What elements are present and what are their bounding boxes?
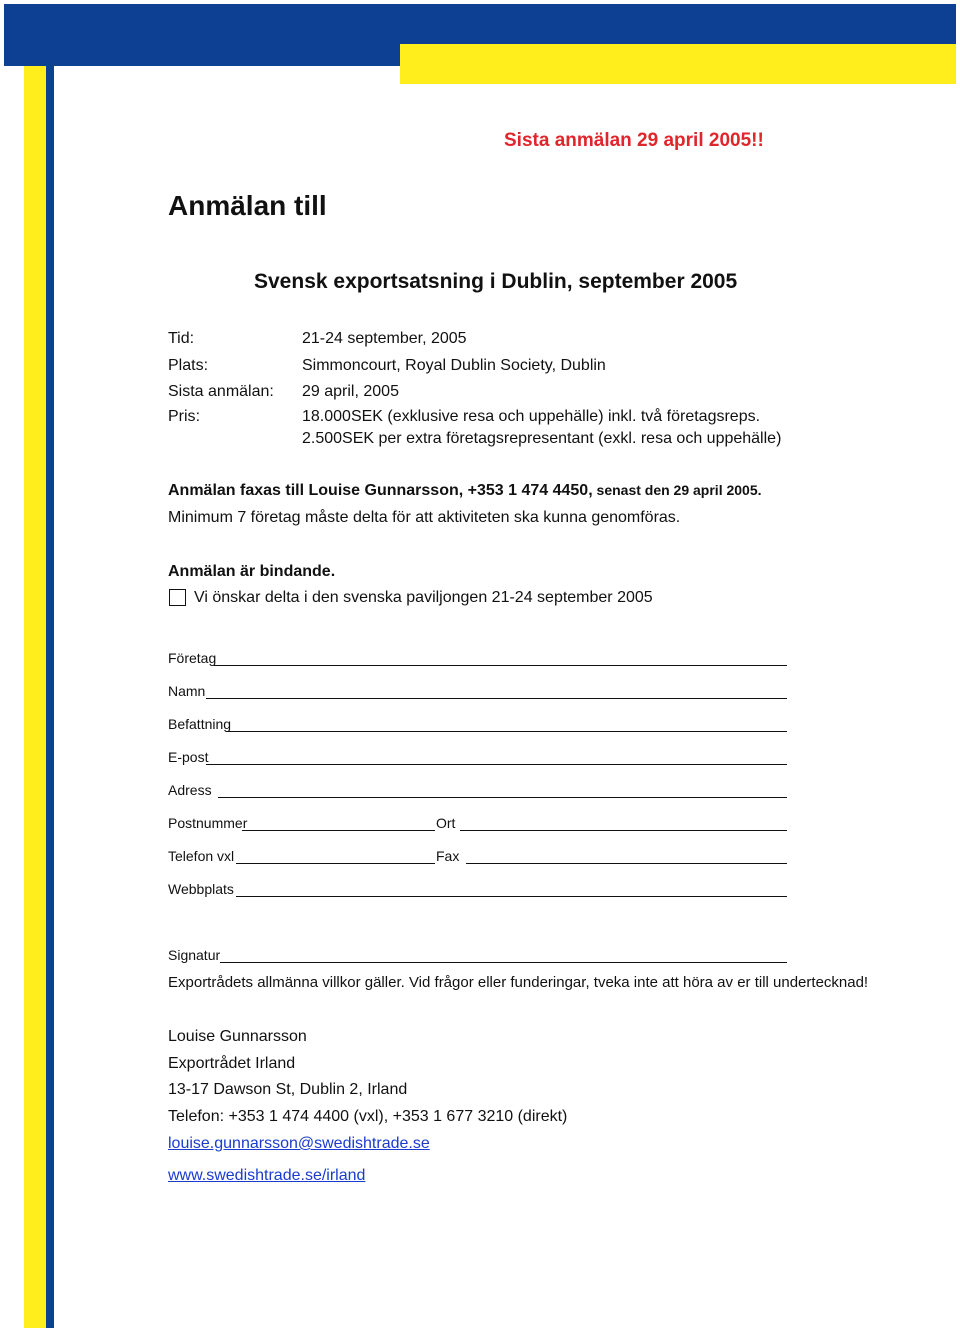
- field-label-adress: Adress: [168, 782, 212, 798]
- info-value-sista-anmalan: 29 april, 2005: [302, 383, 399, 400]
- field-label-foretag: Företag: [168, 650, 217, 666]
- contact-address: 13-17 Dawson St, Dublin 2, Irland: [168, 1081, 408, 1098]
- field-line-namn[interactable]: [206, 697, 787, 699]
- info-label-plats: Plats:: [168, 357, 209, 374]
- info-label-sista-anmalan: Sista anmälan:: [168, 383, 274, 400]
- field-line-fax[interactable]: [466, 862, 787, 864]
- page-title: Anmälan till: [168, 190, 327, 221]
- field-label-signatur: Signatur: [168, 947, 221, 963]
- info-label-tid: Tid:: [168, 330, 195, 347]
- field-line-postnummer[interactable]: [242, 829, 435, 831]
- contact-org: Exportrådet Irland: [168, 1055, 296, 1072]
- info-label-pris: Pris:: [168, 408, 201, 425]
- field-label-befattning: Befattning: [168, 716, 232, 732]
- minimum-note: Minimum 7 företag måste delta för att aktiviteten ska kunna genomföras.: [168, 509, 681, 526]
- event-subtitle: Svensk exportsatsning i Dublin, september 2005: [254, 270, 738, 293]
- terms-note: Exportrådets allmänna villkor gäller. Vid frågor eller funderingar, tveka inte att höra av er till undertecknad!: [168, 974, 869, 991]
- field-line-adress[interactable]: [218, 796, 787, 798]
- pavilion-checkbox-label: Vi önskar delta i den svenska paviljongen 21-24 september 2005: [194, 589, 653, 606]
- field-line-epost[interactable]: [206, 763, 787, 765]
- field-label-namn: Namn: [168, 683, 206, 699]
- contact-phone: Telefon: +353 1 474 4400 (vxl), +353 1 677 3210 (direkt): [168, 1108, 568, 1125]
- field-line-ort[interactable]: [460, 829, 787, 831]
- info-value-plats: Simmoncourt, Royal Dublin Society, Dublin: [302, 357, 606, 374]
- contact-web-link[interactable]: www.swedishtrade.se/irland: [168, 1167, 366, 1184]
- binding-note: Anmälan är bindande.: [168, 563, 336, 580]
- field-line-signatur[interactable]: [220, 961, 787, 963]
- contact-email-link[interactable]: louise.gunnarsson@swedishtrade.se: [168, 1135, 430, 1152]
- contact-name: Louise Gunnarsson: [168, 1028, 307, 1045]
- fax-instruction: Anmälan faxas till Louise Gunnarsson, +353 1 474 4450, senast den 29 april 2005.: [168, 482, 762, 499]
- field-label-fax: Fax: [436, 848, 460, 864]
- field-label-telefon: Telefon vxl: [168, 848, 235, 864]
- pavilion-checkbox[interactable]: [169, 589, 186, 606]
- field-line-webbplats[interactable]: [236, 895, 787, 897]
- field-line-befattning[interactable]: [226, 730, 787, 732]
- field-label-ort: Ort: [436, 815, 456, 831]
- info-value-pris: 18.000SEK (exklusive resa och uppehälle) inkl. två företagsreps.: [302, 408, 761, 425]
- field-label-webbplats: Webbplats: [168, 881, 234, 897]
- left-blue-band: [46, 66, 54, 1328]
- left-yellow-band: [24, 66, 46, 1328]
- field-label-epost: E-post: [168, 749, 209, 765]
- field-line-foretag[interactable]: [214, 664, 787, 666]
- field-label-postnummer: Postnummer: [168, 815, 248, 831]
- top-yellow-band: [400, 44, 956, 84]
- info-value-pris-extra: 2.500SEK per extra företagsrepresentant (exkl. resa och uppehälle): [302, 430, 782, 447]
- field-line-telefon[interactable]: [236, 862, 435, 864]
- info-value-tid: 21-24 september, 2005: [302, 330, 467, 347]
- deadline-notice: Sista anmälan 29 april 2005!!: [504, 130, 764, 151]
